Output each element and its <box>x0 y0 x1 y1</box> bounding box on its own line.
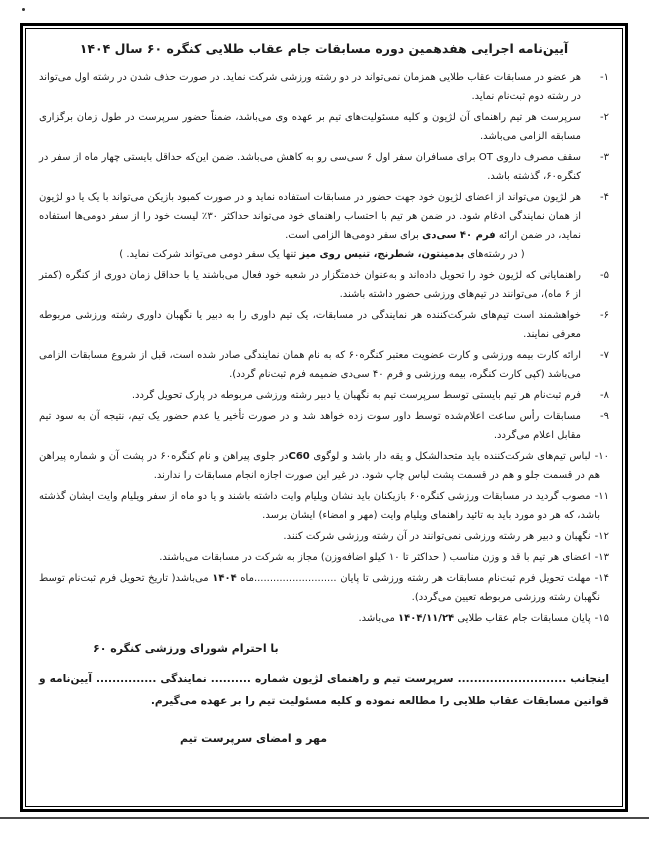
rule-text <box>39 491 600 521</box>
stray-mark <box>22 8 25 11</box>
rule-number: ۷- <box>600 350 609 361</box>
rules-list <box>39 68 609 628</box>
rule-text-bold: ۱۴۰۴/۱۱/۲۴ <box>398 613 455 624</box>
rule-item <box>39 407 609 445</box>
rule-text <box>132 390 581 401</box>
rule-text-segment: پایان مسابقات جام عقاب طلایی <box>454 613 591 624</box>
rule-item <box>39 148 609 186</box>
rule-text <box>159 552 590 563</box>
rule-item <box>39 108 609 146</box>
rule-number: ۸- <box>600 390 609 401</box>
rule-text-segment: راهنمایانی که لژیون خود را تحویل داده‌اند و به‌عنوان خدمتگزار در شعبه خود فعال می‌باشند یا با حداقل زمان دوری از کنگره (کمتر از ۶ ماه)، می‌توانند در تیم‌های ورزشی حضور داشته باشند. <box>39 270 581 300</box>
rule-text-segment: هر عضو در مسابقات عقاب طلایی همزمان نمی‌تواند در دو رشته ورزشی شرکت نماید. در صورت حذف شدن در رشته اول می‌تواند در رشته دوم ثبت‌نام نماید. <box>39 72 581 102</box>
rule-text-segment: در جلوی پیراهن و نام کنگره۶۰ در پشت آن و شماره پیراهن هم در قسمت جلو و هم در قسمت پشت لباس چاپ شود. در غیر این صورت اجازه انجام مسابقات را ندارند. <box>39 451 600 481</box>
rule-number: ۹- <box>600 411 609 422</box>
rule-text <box>39 112 581 142</box>
rule-number: ۵- <box>600 270 609 281</box>
declaration-paragraph: اینجانب ........................... سرپرست تیم و راهنمای لژیون شماره .......... نمایندگی ............... آیین‌نامه و قوانین مسابقات عقاب طلایی را مطالعه نموده و کلیه مسئولیت تیم را بر عهده می‌گیرم. <box>39 673 609 707</box>
rule-text-segment: خواهشمند است تیم‌های شرکت‌کننده هر نمایندگی در مسابقات، یک تیم داوری را به دبیر یا نگهبان داوری رشته ورزشی مربوطه معرفی نمایند. <box>39 310 581 340</box>
rule-number: ۶- <box>600 310 609 321</box>
rule-item <box>39 487 609 525</box>
rule-text <box>283 531 590 542</box>
rule-text <box>39 72 581 102</box>
rule-number: ۱۳- <box>594 552 609 563</box>
rule-number: ۱۰- <box>594 451 609 462</box>
rule-item <box>39 548 609 567</box>
rule-number: ۱۵- <box>594 613 609 624</box>
rule-text-segment: اعضای هر تیم با قد و وزن مناسب ( حداکثر تا ۱۰ کیلو اضافه‌وزن) مجاز به شرکت در مسابقات می‌باشند. <box>159 552 591 563</box>
rule-text-segment: نگهبان و دبیر هر رشته ورزشی نمی‌توانند در آن رشته ورزشی شرکت کنند. <box>283 531 591 542</box>
rule-text <box>39 350 581 380</box>
rule-text <box>39 573 600 603</box>
rule-item <box>39 346 609 384</box>
page-edge-line <box>0 817 649 819</box>
rule-text-segment: لباس تیم‌های شرکت‌کننده باید متحدالشکل و یقه دار باشد و لوگوی <box>309 451 591 462</box>
rule-item <box>39 188 609 264</box>
rule-text-segment: ارائه کارت بیمه ورزشی و کارت عضویت معتبر کنگره۶۰ که به نام همان نمایندگی صادر شده است، قبل از شروع مسابقات الزامی می‌باشد (کپی کارت کنگره، بیمه ورزشی و فرم ۴۰ سی‌دی ضمیمه فرم ثبت‌نام گردد). <box>39 350 581 380</box>
rule-text <box>39 451 600 481</box>
rule-text-segment: مهلت تحویل فرم ثبت‌نام مسابقات هر رشته ورزشی تا پایان ..........................ماه <box>236 573 591 584</box>
rule-number: ۱- <box>600 72 609 83</box>
rule-text-segment: فرم ثبت‌نام هر تیم بایستی توسط سرپرست تیم به نگهبان یا دبیر رشته ورزشی مربوطه در پارک تحویل گردد. <box>131 390 581 401</box>
rule-number: ۱۴- <box>594 573 609 584</box>
rule-text-segment: برای سفر دومی‌ها الزامی است. <box>285 230 423 241</box>
document-page <box>25 28 623 807</box>
rule-item <box>39 609 609 628</box>
rule-item <box>39 447 609 485</box>
rule-item <box>39 527 609 546</box>
rule-item <box>39 266 609 304</box>
rule-number: ۳- <box>600 152 609 163</box>
rule-text <box>39 411 581 441</box>
rule-text <box>39 310 581 340</box>
rule-text-segment: می‌باشد( تاریخ تحویل فرم ثبت‌نام توسط نگهبان رشته ورزشی مربوطه تعیین می‌گردد). <box>39 573 600 603</box>
rule-text-bold: C60 <box>288 451 310 462</box>
rule-text-segment: هر لژیون می‌تواند از اعضای لژیون خود جهت حضور در مسابقات استفاده نماید و در صورت کمبود بازیکن می‌تواند با یک یا دو لژیون از همان نمایندگی ادغام شود. در ضمن هر تیم با احتساب راهنمای خود می‌تواند حداکثر ۳۰٪ لیست خود را از سفر دومی‌ها استفاده نماید، در ضمن ارائه <box>39 192 581 241</box>
rule-number: ۲- <box>600 112 609 123</box>
closing-salutation: با احترام شورای ورزشی کنگره ۶۰ <box>93 642 279 655</box>
rule-item <box>39 386 609 405</box>
rule-text <box>359 613 591 624</box>
rule-text-segment: می‌باشد. <box>358 613 399 624</box>
document-page-frame <box>20 23 628 812</box>
rule-text-segment: تنها یک سفر دومی می‌تواند شرکت نماید. ) <box>119 249 300 260</box>
rule-item <box>39 68 609 106</box>
rule-text <box>39 152 581 182</box>
rule-number: ۴- <box>600 192 609 203</box>
rule-item <box>39 569 609 607</box>
rule-text-segment: ( در رشته‌های <box>464 249 525 260</box>
rule-text-bold: ۱۴۰۴ <box>212 573 237 584</box>
rule-text-segment: مصوب گردید در مسابقات ورزشی کنگره۶۰ بازیکنان باید نشان ویلیام وایت داشته باشند و یا دو ماه از سفر ویلیام وایت ایشان گذشته باشد، که هر دو مورد باید به تائید راهنمای ویلیام وایت (مهر و امضاء) ایشان برسد. <box>39 491 600 521</box>
rule-text-bold: فرم ۴۰ سی‌دی <box>422 230 496 241</box>
rule-text-bold: بدمینتون، شطرنج، تنیس روی میز <box>299 249 465 260</box>
rule-text-segment: سقف مصرف داروی OT برای مسافران سفر اول ۶ سی‌سی رو به کاهش می‌باشد. ضمن این‌که حداقل بایستی چهار ماه از سفر در کنگره۶۰، گذشته باشد. <box>39 152 581 182</box>
signature-line: مهر و امضای سرپرست تیم <box>180 732 328 746</box>
rule-number: ۱۱- <box>594 491 609 502</box>
rule-number: ۱۲- <box>594 531 609 542</box>
rule-centered-note <box>39 245 605 264</box>
rule-text <box>39 192 581 241</box>
rule-text <box>39 270 581 300</box>
rule-item <box>39 306 609 344</box>
rule-text-segment: سرپرست هر تیم راهنمای آن لژیون و کلیه مسئولیت‌های تیم بر عهده وی می‌باشد، ضمناً حضور سرپرست در طول زمان برگزاری مسابقه الزامی می‌باشد. <box>39 112 581 142</box>
rule-text-segment: مسابقات رأس ساعت اعلام‌شده توسط داور سوت زده خواهد شد و در صورت تأخیر یا عدم حضور یک تیم، نتیجه آن به سود تیم مقابل اعلام می‌گردد. <box>39 411 581 441</box>
document-title: آیین‌نامه اجرایی هفدهمین دوره مسابقات جام عقاب طلایی کنگره ۶۰ سال ۱۴۰۴ <box>79 41 569 56</box>
